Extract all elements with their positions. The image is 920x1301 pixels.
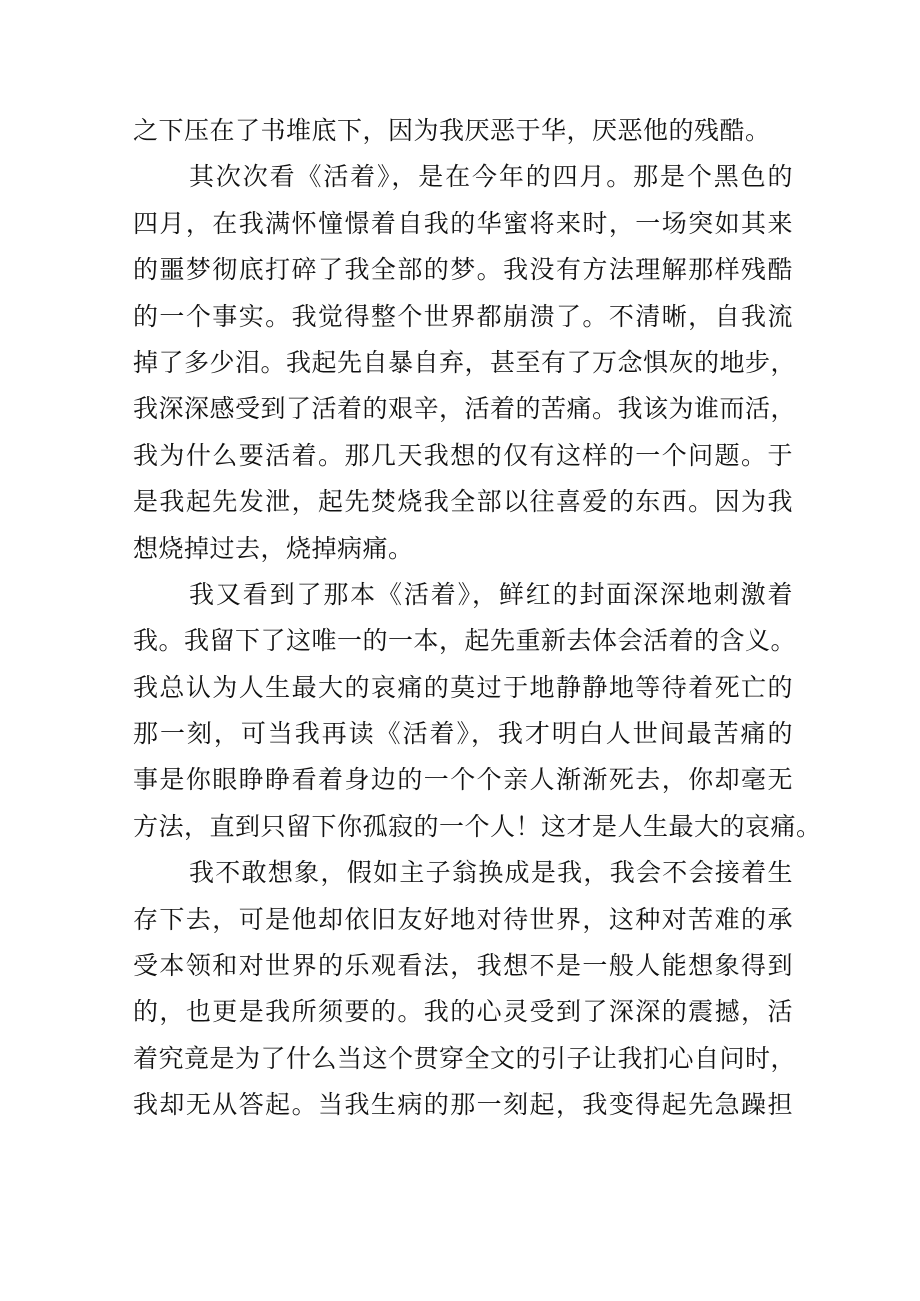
text-line: 之下压在了书堆底下，因为我厌恶于华，厌恶他的残酷。 bbox=[133, 116, 771, 145]
text-line: 想烧掉过去，烧掉病痛。 bbox=[133, 533, 414, 563]
text-line: 其次次看《活着》，是在今年的四月。那是个黑色的 bbox=[189, 162, 793, 192]
text-line: 的一个事实。我觉得整个世界都崩溃了。不清晰，自我流 bbox=[133, 301, 793, 331]
text-line: 方法，直到只留下你孤寂的一个人！这才是人生最大的哀痛。 bbox=[133, 811, 822, 841]
text-line: 的噩梦彻底打碎了我全部的梦。我没有方法理解那样残酷 bbox=[133, 255, 793, 285]
text-line: 的，也更是我所须要的。我的心灵受到了深深的震撼，活 bbox=[133, 997, 793, 1027]
text-line: 事是你眼睁睁看着身边的一个个亲人渐渐死去，你却毫无 bbox=[133, 765, 793, 795]
text-line: 我却无从答起。当我生病的那一刻起，我变得起先急躁担 bbox=[133, 1090, 793, 1120]
text-line: 我。我留下了这唯一的一本，起先重新去体会活着的含义。 bbox=[133, 626, 797, 656]
text-line: 掉了多少泪。我起先自暴自弃，甚至有了万念惧灰的地步， bbox=[133, 347, 797, 377]
text-line: 存下去，可是他却依旧友好地对待世界，这种对苦难的承 bbox=[133, 904, 793, 934]
text-line: 那一刻，可当我再读《活着》，我才明白人世间最苦痛的 bbox=[133, 719, 793, 749]
text-line: 四月，在我满怀憧憬着自我的华蜜将来时，一场突如其来 bbox=[133, 208, 793, 238]
text-line: 我又看到了那本《活着》，鲜红的封面深深地刺激着 bbox=[189, 579, 793, 609]
text-line: 是我起先发泄，起先焚烧我全部以往喜爱的东西。因为我 bbox=[133, 487, 793, 517]
text-line: 我为什么要活着。那几天我想的仅有这样的一个问题。于 bbox=[133, 440, 793, 470]
text-line: 我不敢想象，假如主子翁换成是我，我会不会接着生 bbox=[189, 858, 793, 888]
body-text bbox=[133, 108, 822, 1129]
text-line: 着究竟是为了什么当这个贯穿全文的引子让我扪心自问时， bbox=[133, 1043, 797, 1073]
text-line: 我总认为人生最大的哀痛的莫过于地静静地等待着死亡的 bbox=[133, 672, 793, 702]
text-line: 我深深感受到了活着的艰辛，活着的苦痛。我该为谁而活， bbox=[133, 394, 797, 424]
text-line: 受本领和对世界的乐观看法，我想不是一般人能想象得到 bbox=[133, 951, 793, 981]
